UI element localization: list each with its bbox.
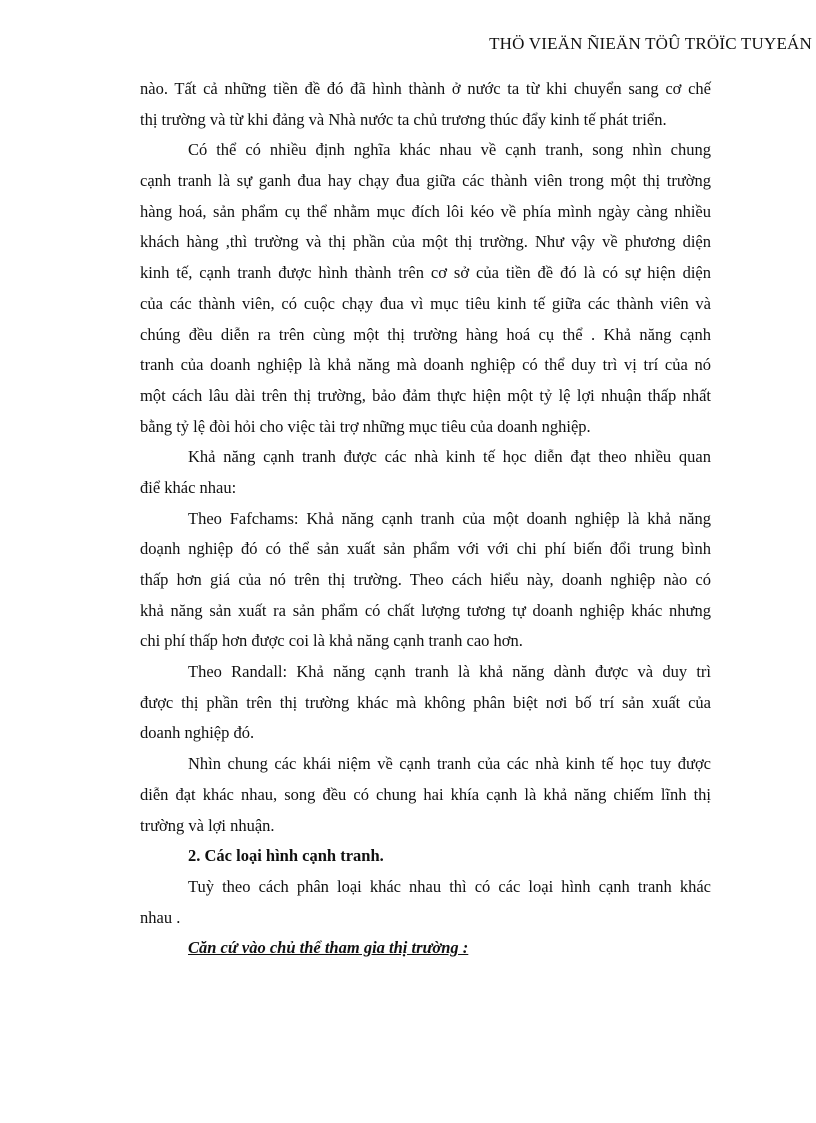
body-line: hàng hoá, sản phẩm cụ thể nhằm mục đích lôi kéo về phía mình ngày càng nhiều <box>140 201 711 221</box>
section-heading: 2. Các loại hình cạnh tranh. <box>188 846 384 866</box>
body-line: thị trường và từ khi đảng và Nhà nước ta chủ trương thúc đẩy kinh tế phát triển. <box>140 109 667 129</box>
body-line: được thị phần trên thị trường khác mà không phân biệt nơi bố trí sản xuất của <box>140 692 711 712</box>
body-line: diễn đạt khác nhau, song đều có chung hai khía cạnh là khả năng chiếm lĩnh thị <box>140 784 711 804</box>
subsection-heading: Căn cứ vào chủ thể tham gia thị trường : <box>188 938 469 958</box>
subsection-heading-line <box>140 933 711 964</box>
body-line: doanh nghiệp đó. <box>140 723 255 743</box>
document-body <box>140 74 711 964</box>
paragraph-start-line: Nhìn chung các khái niệm về cạnh tranh của các nhà kinh tế học tuy được <box>188 754 711 774</box>
body-line: chúng đều diễn ra trên cùng một thị trường hàng hoá cụ thể . Khả năng cạnh <box>140 324 711 344</box>
running-header: THÖ VIEÄN ÑIEÄN TÖÛ TRÖÏC TUYEÁN <box>489 34 812 53</box>
paragraph-start-line: Khả năng cạnh tranh được các nhà kinh tế học diễn đạt theo nhiều quan <box>188 447 711 467</box>
paragraph-start-line: Theo Randall: Khả năng cạnh tranh là khả năng dành được và duy trì <box>188 662 711 682</box>
body-line: khả năng sản xuất ra sản phẩm có chất lượng tương tự doanh nghiệp khác nhưng <box>140 600 711 620</box>
body-line: cạnh tranh là sự ganh đua hay chạy đua giữa các thành viên trong một thị trường <box>140 171 711 191</box>
paragraph-start-line: Theo Fafchams: Khả năng cạnh tranh của một doanh nghiệp là khả năng <box>188 508 711 528</box>
paragraph-start-line: Có thể có nhiều định nghĩa khác nhau về cạnh tranh, song nhìn chung <box>188 140 711 160</box>
body-line: kinh tế, cạnh tranh được hình thành trên cơ sở của tiền đề đó là có sự hiện diện <box>140 263 711 283</box>
body-line: doạnh nghiệp đó có thể sản xuất sản phẩm với với chi phí biến đổi trung bình <box>140 539 711 559</box>
body-line: bằng tỷ lệ đòi hỏi cho việc tài trợ những mục tiêu của doanh nghiệp. <box>140 416 591 436</box>
body-line: nào. Tất cả những tiền đề đó đã hình thành ở nước ta từ khi chuyển sang cơ chế <box>140 79 711 98</box>
body-line: chi phí thấp hơn được coi là khả năng cạnh tranh cao hơn. <box>140 631 523 651</box>
paragraph-start-line: Tuỳ theo cách phân loại khác nhau thì có các loại hình cạnh tranh khác <box>188 876 711 896</box>
body-line: tranh của doanh nghiệp là khả năng mà doanh nghiệp có thể duy trì vị trí của nó <box>140 355 711 375</box>
body-line: khách hàng ,thì trường và thị phần của một thị trường. Như vậy về phương diện <box>140 232 711 252</box>
body-line: của các thành viên, có cuộc chạy đua vì mục tiêu kinh tế giữa các thành viên và <box>140 293 711 313</box>
body-line: một cách lâu dài trên thị trường, bảo đảm thực hiện một tỷ lệ lợi nhuận thấp nhất <box>140 385 711 405</box>
body-line: điể khác nhau: <box>140 477 237 497</box>
body-line: trường và lợi nhuận. <box>140 815 275 835</box>
body-line: thấp hơn giá của nó trên thị trường. Theo cách hiểu này, doanh nghiệp nào có <box>140 570 711 589</box>
body-line: nhau . <box>140 907 181 927</box>
